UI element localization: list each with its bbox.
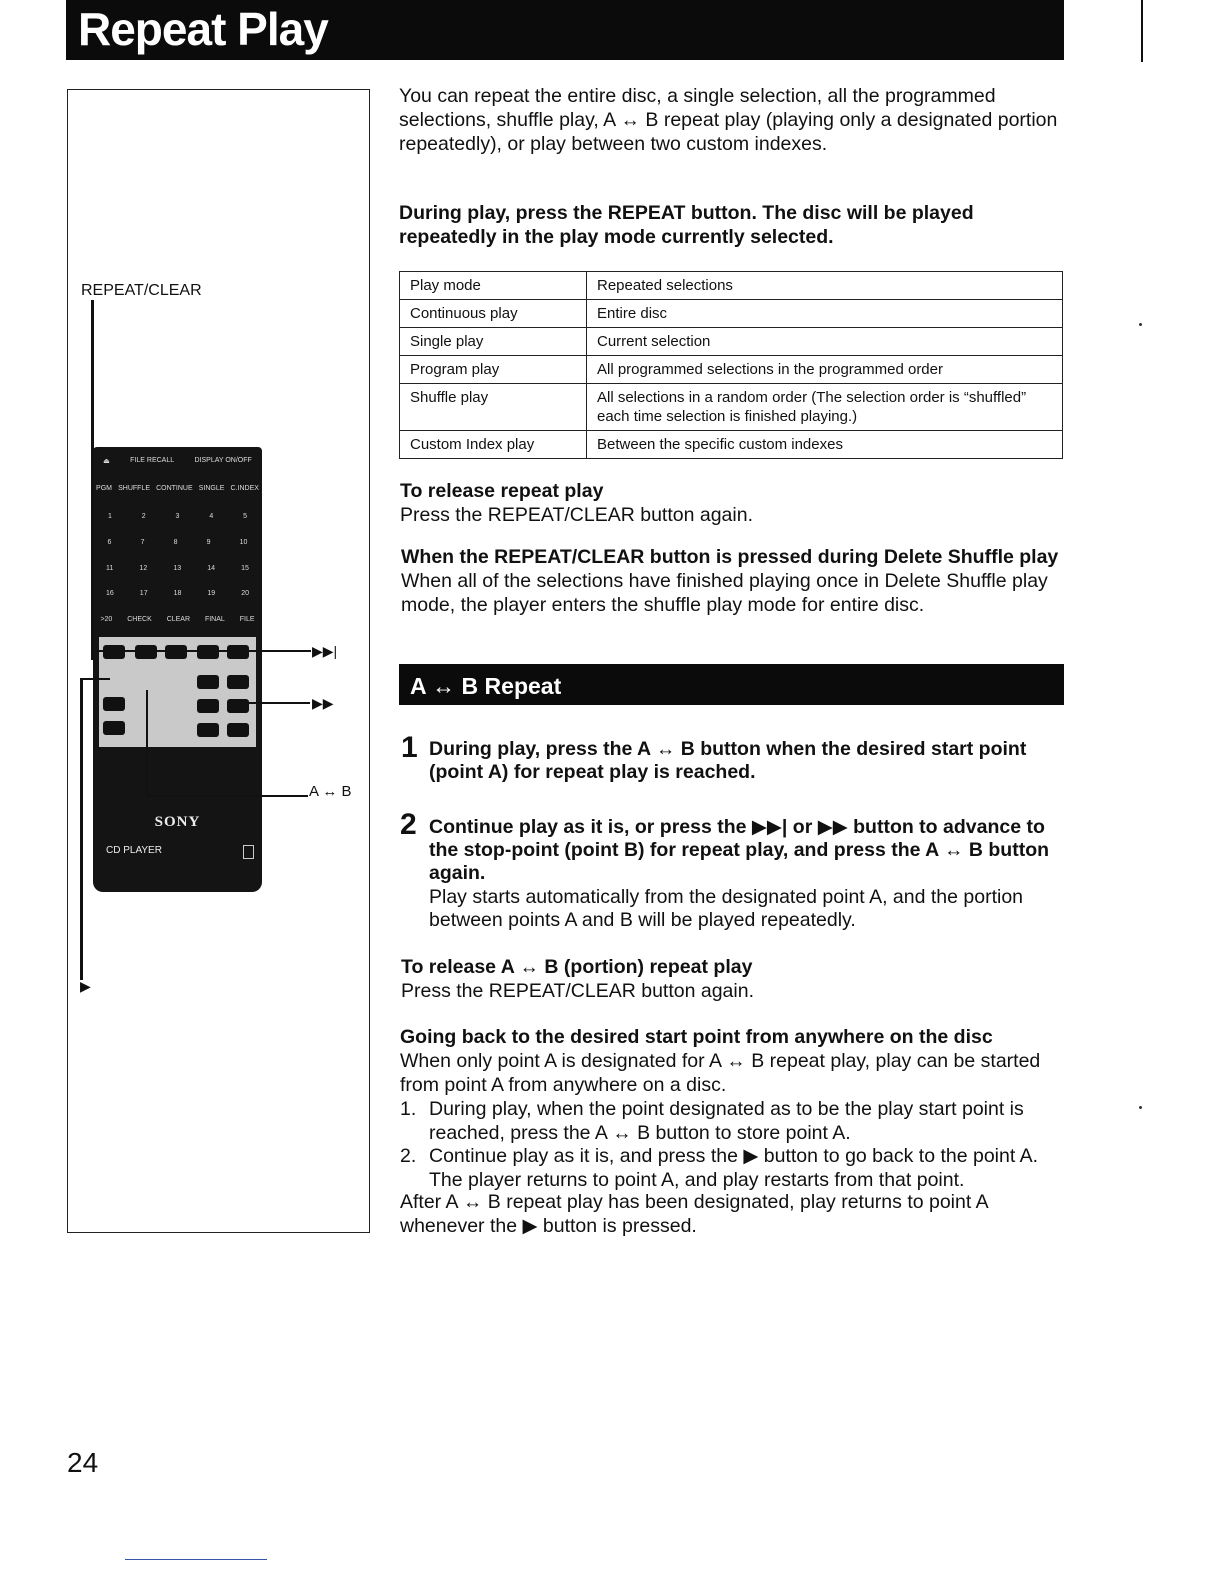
ab-release-body: Press the REPEAT/CLEAR button again. — [401, 980, 754, 1002]
list-number: 1. — [400, 1098, 417, 1120]
remote-key — [197, 645, 219, 659]
release-heading: To release repeat play — [400, 480, 604, 502]
fast-forward-symbol: ▶▶ — [312, 695, 334, 711]
ab-repeat-section-title — [399, 664, 1064, 705]
table-row — [400, 431, 1063, 459]
margin-dot — [1139, 323, 1142, 326]
list-number: 2. — [400, 1145, 417, 1167]
ab-leader-h — [146, 795, 308, 797]
remote-key — [197, 675, 219, 689]
table-row — [400, 384, 1063, 431]
margin-dot — [1139, 1106, 1142, 1109]
play-mode-table — [399, 271, 1063, 459]
table-header-cell: Repeated selections — [587, 272, 1063, 300]
table-row — [400, 356, 1063, 384]
remote-row-1: PGM SHUFFLE CONTINUE SINGLE C.INDEX — [96, 485, 259, 492]
instruction-paragraph: During play, press the REPEAT button. The disc will be played repeatedly in the play mode currently selected. — [399, 202, 974, 248]
step-2-text: Continue play as it is, or press the ▶▶| or ▶▶ button to advance to the stop-point (point B) for repeat play, and press the A ↔ B button again. — [429, 816, 1050, 884]
table-header-cell: Play mode — [400, 272, 587, 300]
remote-row-0: ⏏ FILE RECALL DISPLAY ON/OFF — [103, 457, 252, 465]
remote-brand: SONY — [154, 814, 201, 830]
ab-leader — [146, 690, 148, 796]
fast-forward-icon: ▶▶ — [817, 816, 848, 838]
next-track-icon: ▶▶| — [751, 816, 788, 838]
table-cell: Current selection — [587, 328, 1063, 356]
page-number: 24 — [67, 1447, 99, 1478]
remote-key — [103, 721, 125, 735]
page-title: Repeat Play — [78, 3, 328, 55]
transport-panel — [99, 637, 256, 747]
play-leader-top — [80, 678, 110, 680]
table-row — [400, 328, 1063, 356]
going-back-body: When only point A is designated for A ↔ B repeat play, play can be started from point A from anywhere on a disc. — [400, 1050, 1041, 1096]
remote-row-4: 11 12 13 14 15 — [106, 565, 249, 572]
remote-control-image — [93, 447, 262, 892]
list-item: Continue play as it is, and press the ▶ button to go back to the point A. The player returns to point A, and play restarts from that point. — [429, 1145, 1039, 1191]
repeat-clear-label: REPEAT/CLEAR — [81, 282, 202, 299]
table-cell: All selections in a random order (The selection order is “shuffled” each time selection is finished playing.) — [587, 384, 1063, 431]
next-leader — [91, 650, 311, 652]
release-body: Press the REPEAT/CLEAR button again. — [400, 504, 753, 526]
table-cell: Single play — [400, 328, 587, 356]
remote-row-2: 1 2 3 4 5 — [107, 513, 248, 520]
next-track-symbol: ▶▶| — [312, 643, 338, 659]
remote-key — [103, 697, 125, 711]
remote-row-5: 16 17 18 19 20 — [106, 590, 249, 597]
remote-badge — [243, 845, 254, 859]
remote-model: CD PLAYER — [106, 845, 162, 856]
table-header-row — [400, 272, 1063, 300]
remote-key — [197, 723, 219, 737]
step-1-text: During play, press the A ↔ B button when the desired start point (point A) for repeat play is reached. — [429, 738, 1027, 783]
repeat-clear-leader — [91, 300, 94, 660]
step-number: 1 — [401, 731, 418, 764]
step-2-note: Play starts automatically from the designated point A, and the portion between points A and B will be played repeatedly. — [429, 886, 1024, 931]
remote-key — [227, 675, 249, 689]
list-item: During play, when the point designated as to be the play start point is reached, press the A ↔ B button to store point A. — [429, 1098, 1024, 1144]
delete-shuffle-heading: When the REPEAT/CLEAR button is pressed during Delete Shuffle play — [401, 546, 1059, 568]
table-cell: Between the specific custom indexes — [587, 431, 1063, 459]
margin-rule — [1141, 0, 1143, 62]
table-row — [400, 300, 1063, 328]
table-cell: Custom Index play — [400, 431, 587, 459]
title-bar — [66, 0, 1064, 60]
remote-key — [227, 723, 249, 737]
remote-key — [103, 645, 125, 659]
table-cell: Entire disc — [587, 300, 1063, 328]
remote-key — [197, 699, 219, 713]
ab-release-heading: To release A ↔ B (portion) repeat play — [401, 956, 753, 978]
table-cell: All programmed selections in the programmed order — [587, 356, 1063, 384]
table-cell: Continuous play — [400, 300, 587, 328]
delete-shuffle-body: When all of the selections have finished playing once in Delete Shuffle play mode, the player enters the shuffle play mode for entire disc. — [401, 570, 1048, 616]
remote-key — [227, 645, 249, 659]
footer-rule — [125, 1559, 267, 1560]
play-leader — [80, 680, 83, 980]
ab-button-label: A ↔ B — [309, 783, 352, 800]
remote-row-3: 6 7 8 9 10 — [107, 539, 248, 546]
table-cell: Program play — [400, 356, 587, 384]
step-number: 2 — [400, 808, 417, 841]
remote-row-6: >20 CHECK CLEAR FINAL FILE — [100, 616, 255, 623]
remote-key — [135, 645, 157, 659]
ff-leader — [230, 702, 310, 704]
intro-paragraph: You can repeat the entire disc, a single selection, all the programmed selections, shuffle play, A ↔ B repeat play (playing only a designated portion repeatedly), or play between two custom indexes. — [399, 85, 1058, 155]
table-cell: Shuffle play — [400, 384, 587, 431]
going-back-heading: Going back to the desired start point from anywhere on the disc — [400, 1026, 993, 1048]
ab-repeat-title-text: A ↔ B Repeat — [410, 673, 562, 699]
remote-key — [165, 645, 187, 659]
play-symbol: ▶ — [80, 978, 91, 994]
after-paragraph: After A ↔ B repeat play has been designated, play returns to point A whenever the ▶ button is pressed. — [400, 1191, 988, 1237]
